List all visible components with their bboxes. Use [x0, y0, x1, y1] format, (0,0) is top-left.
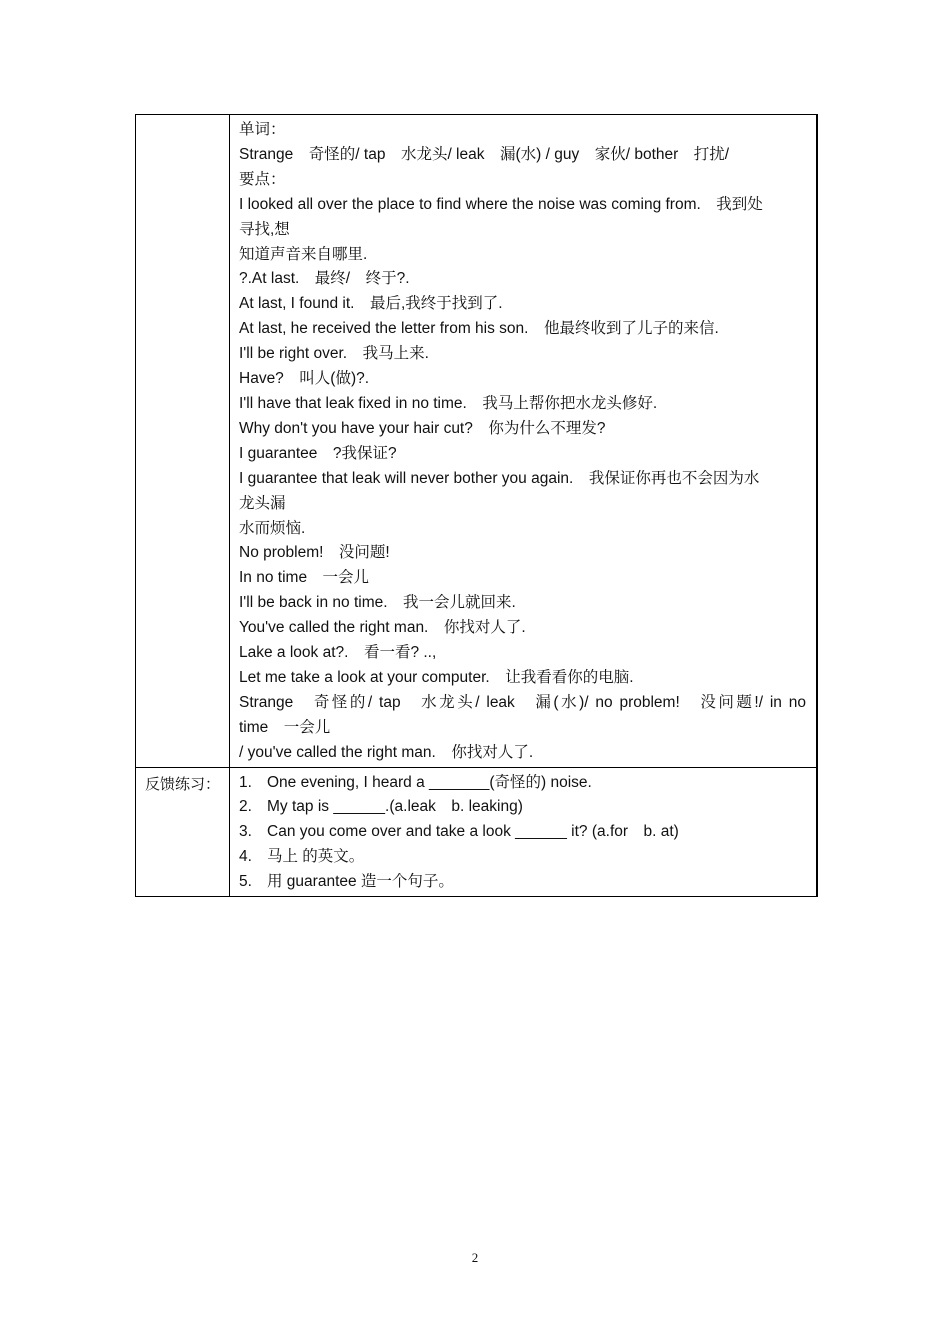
exercise-text: My tap is ______.(a.leak b. leaking) — [267, 798, 523, 816]
exercise-item — [239, 795, 806, 820]
text-line: Have? 叫人(做)?. — [239, 370, 370, 388]
text-line: 龙头漏 — [239, 494, 286, 512]
text-line: Lake a look at?. 看一看? .., — [239, 644, 437, 662]
text-line: No problem! 没问题! — [239, 544, 390, 562]
text-line: Let me take a look at your computer. 让我看看你的电脑. — [239, 668, 634, 686]
vocab-heading: 单词： — [239, 121, 286, 138]
text-line: I'll have that leak fixed in no time. 我马上帮你把水龙头修好. — [239, 394, 658, 412]
feedback-content — [230, 768, 816, 897]
exercise-number: 5. — [239, 873, 252, 891]
vocab-words-line: Strange 奇怪的/ tap 水龙头/ leak 漏(水) / guy 家伙/ bother 打扰/ — [239, 145, 730, 163]
vocab-row — [136, 115, 818, 768]
exercise-item — [239, 845, 806, 870]
exercise-text: Can you come over and take a look ______ it? (a.for b. at) — [267, 823, 679, 841]
text-line: 水而烦恼. — [239, 519, 306, 537]
text-line: I guarantee that leak will never bother you again. 我保证你再也不会因为水 — [239, 469, 760, 487]
text-line: At last, he received the letter from his son. 他最终收到了儿子的来信. — [239, 320, 719, 338]
vocab-content — [230, 115, 816, 767]
feedback-label-cell — [136, 767, 230, 897]
exercise-text: 用 guarantee 造一个句子。 — [267, 873, 454, 891]
feedback-row — [136, 767, 818, 897]
text-line: Why don't you have your hair cut? 你为什么不理发? — [239, 419, 606, 437]
vocab-content-cell — [230, 115, 818, 768]
text-line: In no time 一会儿 — [239, 569, 370, 587]
exercise-text: 马上 的英文。 — [267, 848, 365, 866]
exercise-number: 4. — [239, 848, 252, 866]
exercise-item — [239, 870, 806, 895]
text-line: At last, I found it. 最后,我终于找到了. — [239, 295, 503, 313]
text-line: ?.At last. 最终/ 终于?. — [239, 270, 410, 288]
vocab-label-cell — [136, 115, 230, 768]
page-number: 2 — [471, 1250, 479, 1265]
text-line: 寻找,想 — [239, 220, 290, 238]
exercise-number: 2. — [239, 798, 252, 816]
exercise-number: 1. — [239, 773, 252, 791]
exercise-number: 3. — [239, 823, 252, 841]
text-line: I'll be right over. 我马上来. — [239, 345, 429, 363]
exercise-item — [239, 820, 806, 845]
text-line: 知道声音来自哪里. — [239, 245, 368, 263]
text-line: / you've called the right man. 你找对人了. — [239, 743, 534, 761]
feedback-label: 反馈练习： — [145, 774, 221, 793]
text-line: Strange 奇怪的/ tap 水龙头/ leak 漏(水)/ no problem! 没问题!/ in no — [239, 693, 806, 711]
text-line: I guarantee ?我保证? — [239, 444, 397, 462]
exercise-item — [239, 771, 806, 796]
text-line: time 一会儿 — [239, 718, 331, 736]
text-line: I'll be back in no time. 我一会儿就回来. — [239, 594, 516, 612]
exercise-text: One evening, I heard a _______(奇怪的) noise. — [267, 773, 592, 791]
key-points-heading: 要点： — [239, 170, 286, 188]
feedback-content-cell — [230, 767, 818, 897]
text-line: You've called the right man. 你找对人了. — [239, 619, 526, 637]
text-line: I looked all over the place to find where the noise was coming from. 我到处 — [239, 195, 763, 213]
lesson-table — [135, 114, 818, 897]
